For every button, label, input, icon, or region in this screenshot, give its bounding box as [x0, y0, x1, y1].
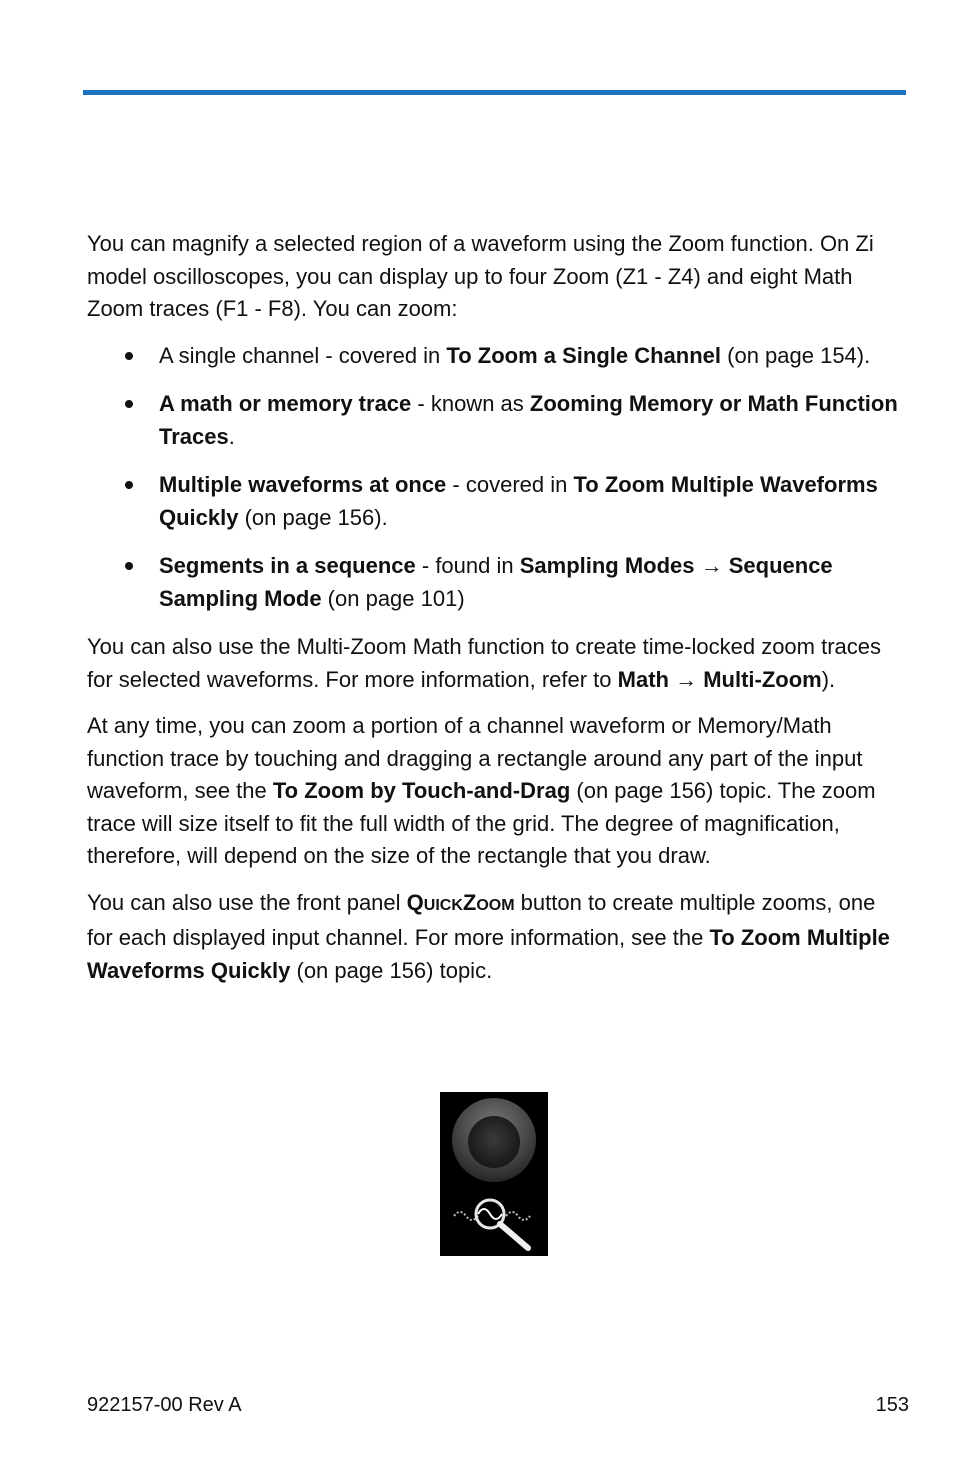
link-zoom-multiple-waveforms[interactable]: To Zoom Multiple Waveforms Quickly: [159, 472, 878, 530]
header-rule: [83, 90, 906, 95]
quickzoom-button-figure: [440, 1092, 548, 1256]
multi-zoom-paragraph: You can also use the Multi-Zoom Math function to create time-locked zoom traces for selected waveforms. For more information, refer to Math → Multi-Zoom).: [87, 634, 882, 692]
document-body: [87, 228, 907, 1001]
magnifier-handle-icon: [500, 1224, 528, 1248]
footer-doc-id: 922157-00 Rev A: [87, 1394, 242, 1416]
knob-center: [468, 1116, 520, 1168]
waveform-left-icon: [454, 1212, 478, 1220]
list-item: A math or memory trace - known as Zooming Memory or Math Function Traces.: [87, 388, 907, 453]
link-sequence-sampling-mode[interactable]: Sampling Modes → Sequence Sampling Mode: [159, 553, 833, 611]
list-item: Multiple waveforms at once - covered in To Zoom Multiple Waveforms Quickly (on page 156).: [87, 469, 907, 534]
waveform-right-icon: [506, 1212, 530, 1220]
list-item: A single channel - covered in To Zoom a Single Channel (on page 154).: [87, 340, 907, 373]
touch-drag-paragraph: At any time, you can zoom a portion of a channel waveform or Memory/Math function trace by touching and dragging a rectangle around any part of the input waveform, see the To Zoom by Touch-and-Drag (on page 156) topic. The zoom trace will size itself to fit the full width of the grid. The degree of magnification, therefore, will depend on the size of the rectangle that you draw.: [87, 713, 876, 868]
link-zoom-single-channel[interactable]: To Zoom a Single Channel: [446, 342, 722, 368]
link-zooming-memory-math[interactable]: Zooming Memory or Math Function Traces: [159, 391, 898, 449]
link-zoom-touch-drag[interactable]: To Zoom by Touch-and-Drag: [272, 778, 571, 803]
magnified-wave-icon: [478, 1209, 502, 1219]
link-zoom-multiple-waveforms-quickly[interactable]: To Zoom Multiple Waveforms Quickly: [87, 925, 890, 983]
intro-paragraph: You can magnify a selected region of a waveform using the Zoom function. On Zi model oscilloscopes, you can display up to four Zoom (Z1 - Z4) and eight Math Zoom traces (F1 - F8). You can zoom:: [87, 231, 874, 321]
quickzoom-button-icon: [440, 1092, 548, 1256]
link-math-multi-zoom[interactable]: Math → Multi-Zoom: [617, 666, 822, 692]
quickzoom-button-name: QUICKZOOM: [406, 889, 515, 915]
list-item: Segments in a sequence - found in Sampling Modes → Sequence Sampling Mode (on page 101): [87, 550, 907, 615]
footer-page-number: 153: [875, 1394, 909, 1416]
zoom-options-list: [87, 340, 907, 616]
quickzoom-paragraph: You can also use the front panel QUICKZOOM button to create multiple zooms, one for each displayed input channel. For more information, see the To Zoom Multiple Waveforms Quickly (on page 156) topic.: [87, 889, 890, 983]
